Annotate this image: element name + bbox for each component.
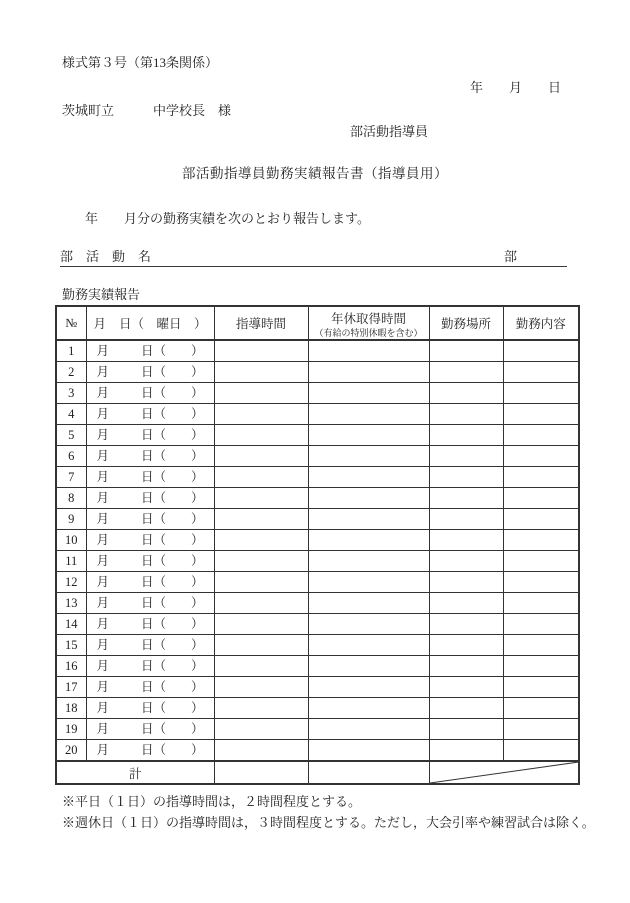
row-date-day: 日（ ） [141, 680, 204, 694]
row-work-content-cell [503, 740, 579, 762]
work-row [56, 593, 579, 614]
row-number: 2 [56, 362, 86, 383]
row-date-day: 日（ ） [141, 554, 204, 568]
row-work-content-cell [503, 530, 579, 551]
row-teaching-time-cell [214, 656, 308, 677]
row-work-place-cell [429, 362, 503, 383]
row-date-day: 日（ ） [141, 407, 204, 421]
work-row [56, 446, 579, 467]
row-teaching-time-cell [214, 740, 308, 762]
row-work-content-cell [503, 488, 579, 509]
work-row [56, 656, 579, 677]
row-leave-time-cell [308, 446, 429, 467]
row-date-month: 月 [96, 344, 109, 358]
row-teaching-time-cell [214, 677, 308, 698]
row-date-cell [86, 698, 214, 719]
row-date-month: 月 [96, 365, 109, 379]
total-teaching-time-cell [214, 761, 308, 784]
report-sentence: 年 月分の勤務実績を次のとおり報告します。 [85, 211, 370, 226]
header-work-content: 勤務内容 [503, 306, 579, 340]
row-number: 20 [56, 740, 86, 762]
row-date-month: 月 [96, 743, 109, 757]
row-work-place-cell [429, 530, 503, 551]
work-row [56, 740, 579, 762]
row-date-month: 月 [96, 596, 109, 610]
row-date-cell [86, 383, 214, 404]
row-leave-time-cell [308, 719, 429, 740]
row-date-day: 日（ ） [141, 491, 204, 505]
row-teaching-time-cell [214, 551, 308, 572]
row-teaching-time-cell [214, 572, 308, 593]
row-date-cell [86, 530, 214, 551]
row-work-place-cell [429, 677, 503, 698]
row-work-place-cell [429, 425, 503, 446]
row-date-day: 日（ ） [141, 638, 204, 652]
row-number: 3 [56, 383, 86, 404]
row-date-day: 日（ ） [141, 533, 204, 547]
row-date-cell [86, 509, 214, 530]
row-work-place-cell [429, 446, 503, 467]
row-work-place-cell [429, 635, 503, 656]
row-date-day: 日（ ） [141, 512, 204, 526]
page-title: 部活動指導員勤務実績報告書（指導員用） [182, 166, 448, 181]
row-leave-time-cell [308, 698, 429, 719]
sender-label: 部活動指導員 [350, 124, 429, 139]
row-leave-time-cell [308, 677, 429, 698]
row-date-cell [86, 719, 214, 740]
footnote-weekday: ※平日（１日）の指導時間は，２時間程度とする。 [62, 794, 362, 809]
row-date-cell [86, 467, 214, 488]
row-date-cell [86, 425, 214, 446]
row-teaching-time-cell [214, 362, 308, 383]
row-number: 4 [56, 404, 86, 425]
row-teaching-time-cell [214, 383, 308, 404]
row-date-month: 月 [96, 575, 109, 589]
row-teaching-time-cell [214, 340, 308, 362]
row-number: 16 [56, 656, 86, 677]
row-date-month: 月 [96, 533, 109, 547]
row-work-place-cell [429, 593, 503, 614]
row-number: 9 [56, 509, 86, 530]
row-leave-time-cell [308, 635, 429, 656]
row-work-content-cell [503, 551, 579, 572]
row-leave-time-cell [308, 488, 429, 509]
row-number: 1 [56, 340, 86, 362]
row-date-cell [86, 340, 214, 362]
club-name-suffix: 部 [503, 249, 517, 264]
row-leave-time-cell [308, 551, 429, 572]
work-row [56, 719, 579, 740]
work-row [56, 467, 579, 488]
row-date-cell [86, 551, 214, 572]
row-work-place-cell [429, 383, 503, 404]
row-date-day: 日（ ） [141, 575, 204, 589]
work-rows [56, 340, 579, 761]
work-row [56, 425, 579, 446]
row-number: 12 [56, 572, 86, 593]
work-row [56, 340, 579, 362]
row-work-content-cell [503, 593, 579, 614]
work-row [56, 404, 579, 425]
header-date-day-weekday: 日（ 曜日 ） [118, 317, 207, 331]
row-number: 11 [56, 551, 86, 572]
header-teaching-time: 指導時間 [214, 306, 308, 340]
row-date-month: 月 [96, 449, 109, 463]
row-date-cell [86, 488, 214, 509]
row-date-month: 月 [96, 386, 109, 400]
row-number: 8 [56, 488, 86, 509]
row-date-day: 日（ ） [141, 449, 204, 463]
club-name-label: 部 活 動 名 [60, 249, 152, 264]
row-date-day: 日（ ） [141, 596, 204, 610]
row-date-day: 日（ ） [141, 659, 204, 673]
footnotes [62, 791, 630, 833]
row-leave-time-cell [308, 530, 429, 551]
addressee-line: 茨城町立 中学校長 様 [62, 103, 232, 118]
row-work-place-cell [429, 740, 503, 762]
row-work-content-cell [503, 572, 579, 593]
row-work-content-cell [503, 425, 579, 446]
header-date-month: 月 [93, 317, 107, 331]
total-label: 計 [56, 761, 214, 784]
row-work-content-cell [503, 656, 579, 677]
row-work-place-cell [429, 656, 503, 677]
row-work-content-cell [503, 362, 579, 383]
row-leave-time-cell [308, 614, 429, 635]
row-leave-time-cell [308, 383, 429, 404]
row-teaching-time-cell [214, 467, 308, 488]
row-leave-time-cell [308, 425, 429, 446]
row-leave-time-cell [308, 404, 429, 425]
work-row [56, 530, 579, 551]
row-date-day: 日（ ） [141, 365, 204, 379]
row-leave-time-cell [308, 340, 429, 362]
row-number: 14 [56, 614, 86, 635]
row-work-content-cell [503, 509, 579, 530]
total-leave-time-cell [308, 761, 429, 784]
row-work-content-cell [503, 383, 579, 404]
row-date-day: 日（ ） [141, 617, 204, 631]
row-date-cell [86, 656, 214, 677]
row-work-place-cell [429, 551, 503, 572]
row-date-cell [86, 614, 214, 635]
row-teaching-time-cell [214, 446, 308, 467]
row-number: 7 [56, 467, 86, 488]
work-row [56, 698, 579, 719]
total-row [56, 761, 579, 784]
work-row [56, 677, 579, 698]
row-date-month: 月 [96, 617, 109, 631]
row-date-cell [86, 446, 214, 467]
work-row [56, 551, 579, 572]
row-date-cell [86, 635, 214, 656]
row-work-place-cell [429, 572, 503, 593]
row-date-month: 月 [96, 428, 109, 442]
footnote-weekend: ※週休日（１日）の指導時間は，３時間程度とする。ただし，大会引率や練習試合は除く。 [62, 815, 595, 830]
row-teaching-time-cell [214, 530, 308, 551]
row-date-day: 日（ ） [141, 344, 204, 358]
row-work-content-cell [503, 719, 579, 740]
row-date-cell [86, 677, 214, 698]
table-label: 勤務実績報告 [62, 287, 141, 302]
row-teaching-time-cell [214, 509, 308, 530]
work-row [56, 572, 579, 593]
row-work-content-cell [503, 677, 579, 698]
row-leave-time-cell [308, 593, 429, 614]
row-date-month: 月 [96, 512, 109, 526]
header-leave-time-note: （有給の特別休暇を含む） [314, 327, 423, 338]
row-number: 10 [56, 530, 86, 551]
form-number: 様式第３号（第13条関係） [62, 55, 219, 70]
row-leave-time-cell [308, 509, 429, 530]
row-leave-time-cell [308, 656, 429, 677]
row-work-content-cell [503, 404, 579, 425]
row-leave-time-cell [308, 740, 429, 762]
row-date-day: 日（ ） [141, 701, 204, 715]
row-teaching-time-cell [214, 404, 308, 425]
row-teaching-time-cell [214, 635, 308, 656]
row-date-month: 月 [96, 659, 109, 673]
row-leave-time-cell [308, 467, 429, 488]
work-row [56, 635, 579, 656]
row-teaching-time-cell [214, 425, 308, 446]
row-leave-time-cell [308, 362, 429, 383]
row-date-month: 月 [96, 554, 109, 568]
total-strikethrough-cell [429, 761, 579, 784]
date-line: 年 月 日 [469, 80, 561, 95]
row-date-month: 月 [96, 491, 109, 505]
row-date-cell [86, 404, 214, 425]
row-date-month: 月 [96, 470, 109, 484]
row-date-month: 月 [96, 407, 109, 421]
row-number: 17 [56, 677, 86, 698]
row-work-place-cell [429, 488, 503, 509]
row-date-day: 日（ ） [141, 386, 204, 400]
work-row [56, 362, 579, 383]
row-teaching-time-cell [214, 488, 308, 509]
row-date-day: 日（ ） [141, 743, 204, 757]
row-teaching-time-cell [214, 698, 308, 719]
row-work-place-cell [429, 614, 503, 635]
row-number: 18 [56, 698, 86, 719]
row-date-month: 月 [96, 701, 109, 715]
row-number: 5 [56, 425, 86, 446]
row-work-content-cell [503, 446, 579, 467]
row-date-cell [86, 740, 214, 762]
header-leave-time [308, 306, 429, 340]
row-work-content-cell [503, 614, 579, 635]
row-date-day: 日（ ） [141, 428, 204, 442]
row-number: 19 [56, 719, 86, 740]
work-row [56, 383, 579, 404]
row-work-place-cell [429, 698, 503, 719]
row-date-day: 日（ ） [141, 722, 204, 736]
row-number: 13 [56, 593, 86, 614]
row-date-cell [86, 593, 214, 614]
row-number: 15 [56, 635, 86, 656]
row-work-content-cell [503, 635, 579, 656]
row-date-cell [86, 362, 214, 383]
row-number: 6 [56, 446, 86, 467]
row-date-month: 月 [96, 722, 109, 736]
row-teaching-time-cell [214, 614, 308, 635]
row-work-content-cell [503, 340, 579, 362]
work-record-table [55, 305, 580, 785]
header-work-place: 勤務場所 [429, 306, 503, 340]
diagonal-line-icon [430, 762, 579, 783]
work-row [56, 509, 579, 530]
row-date-day: 日（ ） [141, 470, 204, 484]
row-work-place-cell [429, 467, 503, 488]
work-row [56, 614, 579, 635]
row-leave-time-cell [308, 572, 429, 593]
table-header-row [56, 306, 579, 340]
row-work-place-cell [429, 340, 503, 362]
row-work-content-cell [503, 698, 579, 719]
row-work-place-cell [429, 404, 503, 425]
work-row [56, 488, 579, 509]
row-date-month: 月 [96, 680, 109, 694]
club-name-line [60, 249, 567, 267]
row-work-content-cell [503, 467, 579, 488]
row-teaching-time-cell [214, 719, 308, 740]
row-work-place-cell [429, 509, 503, 530]
header-leave-time-main: 年休取得時間 [330, 311, 406, 326]
header-date [86, 306, 214, 340]
row-date-month: 月 [96, 638, 109, 652]
row-work-place-cell [429, 719, 503, 740]
row-teaching-time-cell [214, 593, 308, 614]
row-date-cell [86, 572, 214, 593]
header-no: № [56, 306, 86, 340]
